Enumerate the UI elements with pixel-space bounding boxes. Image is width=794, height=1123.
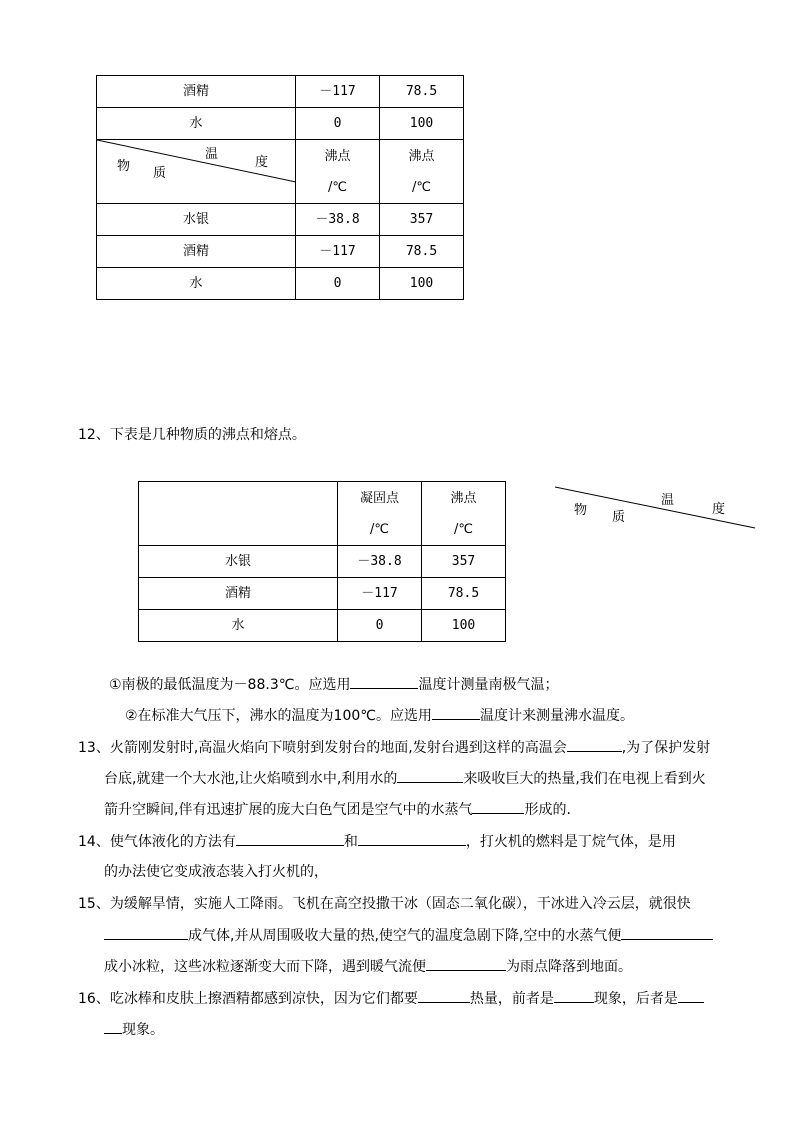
cell-value: －117 xyxy=(296,236,380,268)
answer-blank[interactable] xyxy=(236,831,344,846)
answer-blank[interactable] xyxy=(104,925,188,940)
substance-table-q12 xyxy=(138,481,506,642)
cell-value: 0 xyxy=(296,108,380,140)
answer-blank[interactable] xyxy=(554,988,594,1003)
substance-name: 酒精 xyxy=(139,578,338,610)
table-row xyxy=(139,546,506,578)
floating-label-zhi: 质 xyxy=(612,510,626,525)
cell-value: 100 xyxy=(422,610,506,642)
cell-value: －117 xyxy=(296,76,380,108)
answer-blank[interactable] xyxy=(426,956,506,971)
substance-table-top xyxy=(96,75,464,300)
answer-blank[interactable] xyxy=(358,831,466,846)
column-header: 沸点 /℃ xyxy=(380,140,464,204)
column-header: 凝固点 /℃ xyxy=(338,482,422,546)
answer-blank[interactable] xyxy=(567,737,622,752)
table-row xyxy=(97,268,464,300)
floating-diagonal-header xyxy=(555,484,757,532)
table-row xyxy=(97,108,464,140)
table-header-row xyxy=(97,140,464,204)
question-15-line-2: 成气体,并从周围吸收大量的热,使空气的温度急剧下降,空中的水蒸气便 xyxy=(104,925,713,946)
substance-name: 水银 xyxy=(97,204,296,236)
floating-label-wen: 温 xyxy=(661,493,675,508)
floating-label-wu: 物 xyxy=(574,503,588,518)
table-row xyxy=(97,204,464,236)
cell-value: 0 xyxy=(296,268,380,300)
cell-value: －38.8 xyxy=(296,204,380,236)
question-12-stem: 12、下表是几种物质的沸点和熔点。 xyxy=(78,427,306,443)
header-label-zhi: 质 xyxy=(153,166,167,181)
header-label-du: 度 xyxy=(255,155,269,170)
cell-value: 78.5 xyxy=(422,578,506,610)
question-16-line-1: 16、吃冰棒和皮肤上擦酒精都感到凉快，因为它们都要 热量，前者是 现象，后者是 xyxy=(78,988,704,1009)
cell-value: －38.8 xyxy=(338,546,422,578)
substance-name: 水 xyxy=(97,268,296,300)
question-15-line-3: 成小冰粒，这些冰粒逐渐变大而下降，遇到暖气流便 为雨点降落到地面。 xyxy=(104,956,632,977)
question-16-line-2: 现象。 xyxy=(104,1019,164,1040)
substance-name: 水 xyxy=(139,610,338,642)
answer-blank[interactable] xyxy=(678,988,704,1003)
cell-value: 357 xyxy=(380,204,464,236)
column-header: 沸点 /℃ xyxy=(296,140,380,204)
column-header: 沸点 /℃ xyxy=(422,482,506,546)
question-12-sub1: ①南极的最低温度为－88.3℃。应选用 温度计测量南极气温； xyxy=(109,674,558,695)
table-row xyxy=(97,236,464,268)
question-13-line-1: 13、火箭刚发射时,高温火焰向下喷射到发射台的地面,发射台遇到这样的高温会 ,为了保护发射 xyxy=(78,737,710,758)
header-label-wu: 物 xyxy=(117,159,131,174)
table-row xyxy=(139,610,506,642)
cell-value: 78.5 xyxy=(380,236,464,268)
answer-blank[interactable] xyxy=(104,1019,122,1034)
cell-value: 78.5 xyxy=(380,76,464,108)
answer-blank[interactable] xyxy=(472,799,524,814)
question-14-line-2: 的办法使它变成液态装入打火机的， xyxy=(104,864,328,880)
substance-name: 水 xyxy=(97,108,296,140)
table-row xyxy=(139,578,506,610)
substance-name: 酒精 xyxy=(97,76,296,108)
cell-value: 0 xyxy=(338,610,422,642)
answer-blank[interactable] xyxy=(350,674,418,689)
answer-blank[interactable] xyxy=(432,705,480,720)
cell-value: －117 xyxy=(338,578,422,610)
table-header-row xyxy=(139,482,506,546)
cell-value: 357 xyxy=(422,546,506,578)
answer-blank[interactable] xyxy=(621,925,713,940)
substance-name: 酒精 xyxy=(97,236,296,268)
diagonal-header-cell xyxy=(97,140,296,204)
question-13-line-2: 台底,就建一个大水池,让火焰喷到水中,利用水的 来吸收巨大的热量,我们在电视上看到火 xyxy=(104,768,706,789)
table-row xyxy=(97,76,464,108)
empty-header-cell xyxy=(139,482,338,546)
question-12-sub2: ②在标准大气压下，沸水的温度为100℃。应选用 温度计来测量沸水温度。 xyxy=(125,705,634,726)
question-14-line-1: 14、使气体液化的方法有 和 ，打火机的燃料是丁烷气体，是用 xyxy=(78,831,676,852)
floating-label-du: 度 xyxy=(712,502,726,517)
substance-name: 水银 xyxy=(139,546,338,578)
header-label-wen: 温 xyxy=(205,147,219,162)
answer-blank[interactable] xyxy=(418,988,470,1003)
cell-value: 100 xyxy=(380,268,464,300)
cell-value: 100 xyxy=(380,108,464,140)
answer-blank[interactable] xyxy=(397,768,463,783)
question-13-line-3: 箭升空瞬间,伴有迅速扩展的庞大白色气团是空气中的水蒸气 形成的. xyxy=(104,799,571,820)
question-15-line-1: 15、为缓解旱情，实施人工降雨。飞机在高空投撒干冰（固态二氧化碳），干冰进入冷云层，就很快 xyxy=(78,896,691,912)
